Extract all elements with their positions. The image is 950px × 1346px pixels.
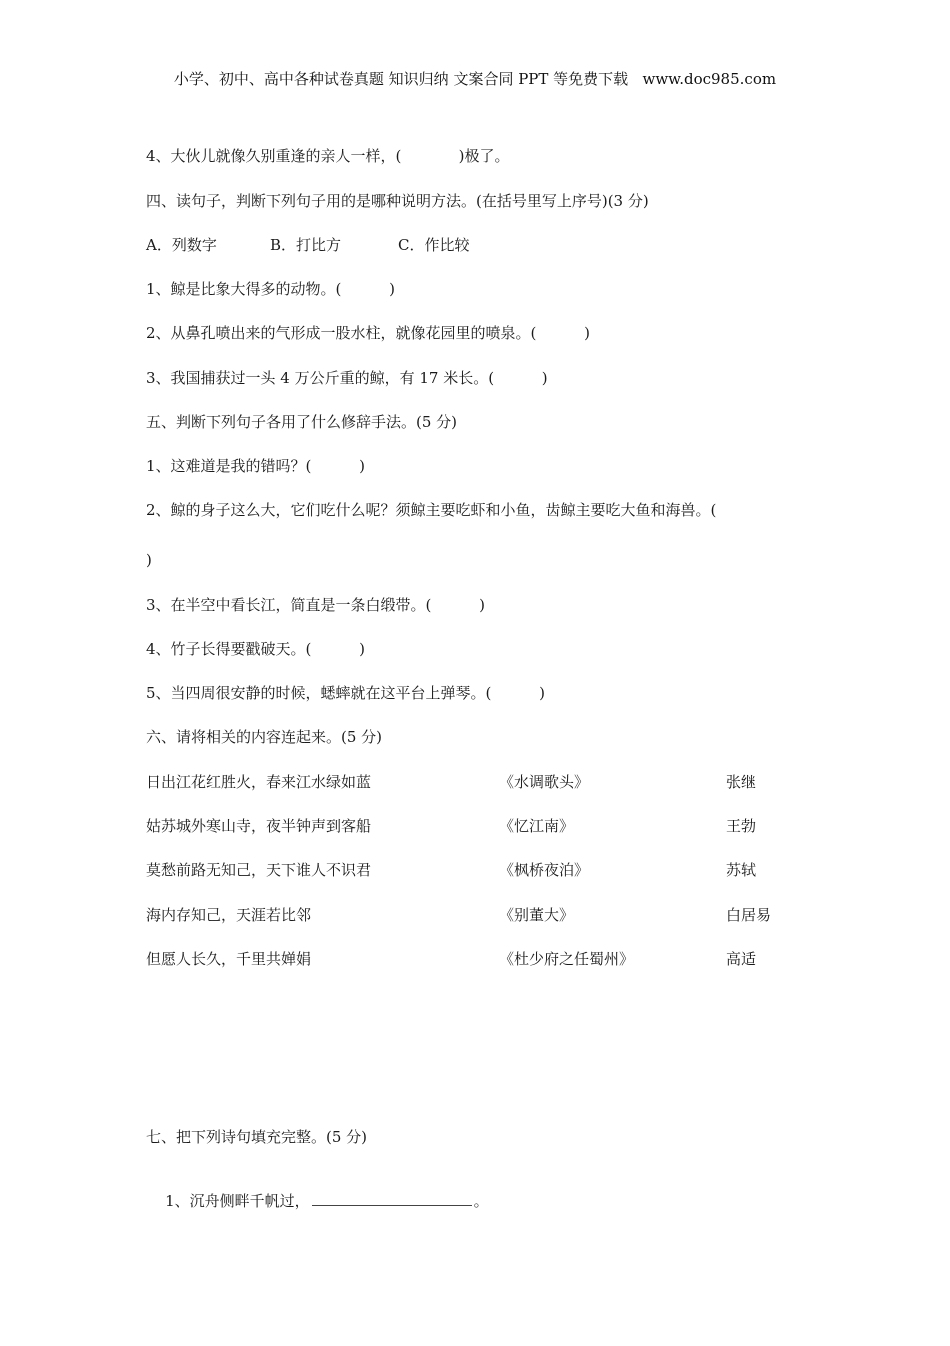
poem-title-3: 《枫桥夜泊》: [499, 861, 590, 879]
section7-title: 七、把下列诗句填充完整。(5 分): [146, 1128, 368, 1146]
option-c: C．作比较: [398, 236, 470, 254]
option-a: A．列数字: [146, 236, 217, 254]
poem-title-5: 《杜少府之任蜀州》: [499, 950, 635, 968]
poem-title-4: 《别董大》: [499, 906, 575, 924]
section5-title: 五、判断下列句子各用了什么修辞手法。(5 分): [146, 413, 458, 431]
poem-title-2: 《忆江南》: [499, 817, 575, 835]
author-3: 苏轼: [726, 861, 757, 879]
section5-item-2-close: ): [146, 551, 152, 569]
author-5: 高适: [726, 950, 757, 968]
section7-item-1-prefix: 1、沉舟侧畔千帆过，: [165, 1192, 310, 1210]
option-b: B．打比方: [270, 236, 342, 254]
section4-item-2: 2、从鼻孔喷出来的气形成一股水柱，就像花园里的喷泉。( ): [146, 324, 590, 342]
section4-item-3: 3、我国捕获过一头 4 万公斤重的鲸，有 17 米长。( ): [146, 369, 548, 387]
author-1: 张继: [726, 773, 757, 791]
section4-item-1: 1、鲸是比象大得多的动物。( ): [146, 280, 395, 298]
poem-title-1: 《水调歌头》: [499, 773, 590, 791]
section5-item-5: 5、当四周很安静的时候，蟋蟀就在这平台上弹琴。( ): [146, 684, 545, 702]
section4-title: 四、读句子，判断下列句子用的是哪种说明方法。(在括号里写上序号)(3 分): [146, 192, 649, 210]
author-2: 王勃: [726, 817, 757, 835]
section5-item-2: 2、鲸的身子这么大，它们吃什么呢？须鲸主要吃虾和小鱼，齿鲸主要吃大鱼和海兽。(: [146, 501, 717, 519]
verse-3: 莫愁前路无知己，天下谁人不识君: [146, 861, 372, 879]
section5-item-3: 3、在半空中看长江，简直是一条白缎带。( ): [146, 596, 485, 614]
section3-question-4: 4、大伙儿就像久别重逢的亲人一样，( )极了。: [146, 147, 510, 165]
verse-2: 姑苏城外寒山寺，夜半钟声到客船: [146, 817, 372, 835]
verse-1: 日出江花红胜火，春来江水绿如蓝: [146, 773, 372, 791]
section5-item-1: 1、这难道是我的错吗？( ): [146, 457, 365, 475]
author-4: 白居易: [726, 906, 772, 924]
section7-item-1-suffix: 。: [473, 1192, 489, 1210]
section7-item-1: [146, 1171, 489, 1231]
verse-5: 但愿人长久，千里共婵娟: [146, 950, 312, 968]
verse-4: 海内存知己，天涯若比邻: [146, 906, 312, 924]
section6-title: 六、请将相关的内容连起来。(5 分): [146, 728, 383, 746]
fill-in-blank[interactable]: [312, 1191, 472, 1206]
page-header: 小学、初中、高中各种试卷真题 知识归纳 文案合同 PPT 等免费下载 www.doc985.com: [173, 70, 777, 88]
section5-item-4: 4、竹子长得要戳破天。( ): [146, 640, 365, 658]
